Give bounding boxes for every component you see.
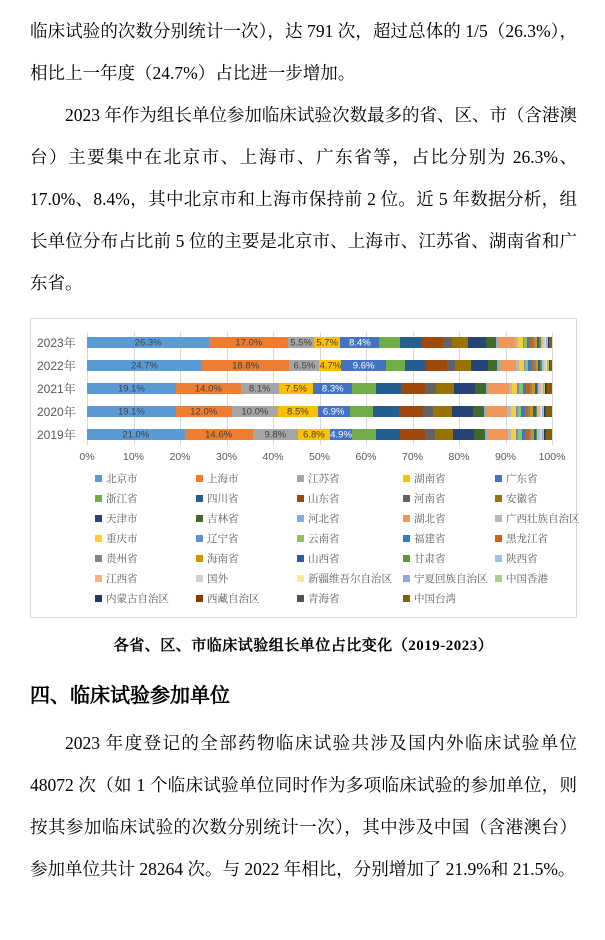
legend-item xyxy=(196,531,297,546)
legend-label: 江西省 xyxy=(106,572,138,585)
legend-item xyxy=(495,491,580,506)
bar-segment xyxy=(546,406,552,417)
legend-item xyxy=(196,591,297,606)
bar-segment xyxy=(422,337,443,348)
legend-item xyxy=(495,531,580,546)
bar-segment-label: 17.0% xyxy=(235,337,263,348)
legend-label: 新疆维吾尔自治区 xyxy=(308,572,392,585)
bar-segment xyxy=(386,360,406,371)
bar-segment-label: 6.8% xyxy=(303,429,325,440)
bar-segment-label: 5.5% xyxy=(290,337,312,348)
legend-label: 浙江省 xyxy=(106,492,138,505)
bar-segment xyxy=(379,337,399,348)
legend-item xyxy=(297,591,403,606)
legend-label: 贵州省 xyxy=(106,552,138,565)
legend-label: 天津市 xyxy=(106,512,138,525)
bar-segment xyxy=(453,429,474,440)
legend-label: 江苏省 xyxy=(308,472,340,485)
bar-segment xyxy=(405,360,426,371)
bar-segment xyxy=(401,383,426,394)
bar-segment xyxy=(468,337,487,348)
bar-segment xyxy=(452,406,473,417)
bar-segment xyxy=(330,429,353,440)
legend-item xyxy=(95,531,196,546)
legend-swatch xyxy=(403,555,410,562)
legend-item xyxy=(196,511,297,526)
stacked-bar xyxy=(87,337,552,348)
bar-segment xyxy=(488,360,497,371)
legend-swatch xyxy=(95,515,102,522)
bar-segment xyxy=(350,406,374,417)
bar-segment xyxy=(279,383,314,394)
bar-segment xyxy=(452,337,468,348)
legend-label: 上海市 xyxy=(207,472,239,485)
bar-row xyxy=(87,400,552,423)
bar-segment xyxy=(288,337,314,348)
bar-segment xyxy=(435,429,453,440)
plot-area xyxy=(87,331,552,446)
legend-swatch xyxy=(95,535,102,542)
bar-segment xyxy=(443,337,452,348)
bar-segment xyxy=(373,406,398,417)
bar-segment-label: 19.1% xyxy=(117,406,145,417)
bar-segment-label: 8.3% xyxy=(321,383,344,394)
section-heading: 四、临床试验参加单位 xyxy=(30,685,230,707)
bar-segment xyxy=(298,429,330,440)
bar-segment xyxy=(202,360,289,371)
legend-item xyxy=(196,551,297,566)
legend-item xyxy=(95,551,196,566)
legend-swatch xyxy=(95,475,102,482)
legend-label: 青海省 xyxy=(308,592,340,605)
bar-segment xyxy=(352,383,376,394)
stacked-bar xyxy=(87,406,552,417)
legend-label: 广西壮族自治区 xyxy=(506,512,580,525)
paragraph-participating-units: 2023 年度登记的全部药物临床试验共涉及国内外临床试验单位 48072 次（如 1 个临床试验单位同时作为多项临床试验的参加单位，则按其参加临床试验的次数分别统计一次），其中涉及中国（含港澳台）参加单位共计 28264 次。与 2022 年相比，分别增加了 21.9%和 21.5%。 xyxy=(30,733,577,879)
legend-item xyxy=(95,471,196,486)
legend-swatch xyxy=(495,535,502,542)
bar-segment-label: 18.8% xyxy=(232,360,260,371)
legend-item xyxy=(495,471,580,486)
legend-label: 安徽省 xyxy=(506,492,538,505)
legend-swatch xyxy=(297,595,304,602)
bar-segment xyxy=(487,429,507,440)
bar-segment xyxy=(475,383,486,394)
bar-segment-label: 8.1% xyxy=(248,383,271,394)
bar-segment xyxy=(426,360,446,371)
legend-label: 吉林省 xyxy=(207,512,239,525)
bar-segment xyxy=(314,337,341,348)
paragraph-lead-units-count: 临床试验的次数分别统计一次），达 791 次，超过总体的 1/5（26.3%），相比上一年度（24.7%）占比进一步增加。 xyxy=(30,21,577,83)
legend-label: 湖南省 xyxy=(414,472,446,485)
x-axis-tick: 0% xyxy=(79,451,95,463)
bar-segment xyxy=(454,383,475,394)
figure-caption: 各省、区、市临床试验组长单位占比变化（2019-2023） xyxy=(113,638,494,654)
legend-item xyxy=(297,571,403,586)
legend-swatch xyxy=(403,535,410,542)
legend-item xyxy=(403,471,495,486)
paragraph-lead-units-provinces: 2023 年作为组长单位参加临床试验次数最多的省、区、市（含港澳台）主要集中在北京市、上海市、广东省等，占比分别为 26.3%、17.0%、8.4%，其中北京市和上海市保持前 2 位。近 5 年数据分析，组长单位分布占比前 5 位的主要是北京市、上海市、江苏省、湖南省和广东省。 xyxy=(30,105,577,293)
x-axis-tick: 90% xyxy=(494,451,517,463)
legend-label: 国外 xyxy=(207,572,228,585)
bar-segment-label: 6.9% xyxy=(322,406,345,417)
bar-segment-label: 4.9% xyxy=(330,429,352,440)
bar-segment-label: 7.5% xyxy=(285,383,307,394)
bar-segment xyxy=(547,383,552,394)
bar-segment xyxy=(318,406,350,417)
bar-row xyxy=(87,354,552,377)
x-axis-tick: 50% xyxy=(308,451,331,463)
legend-label: 辽宁省 xyxy=(207,532,239,545)
bar-segment-label: 8.4% xyxy=(349,337,371,348)
legend-label: 海南省 xyxy=(207,552,239,565)
bar-segment-label: 9.8% xyxy=(264,429,287,440)
x-axis-tick: 30% xyxy=(215,451,238,463)
legend-label: 广东省 xyxy=(506,472,538,485)
legend-label: 中国台湾 xyxy=(414,592,456,605)
legend-swatch xyxy=(196,495,203,502)
x-axis-tick: 10% xyxy=(122,451,145,463)
legend-label: 宁夏回族自治区 xyxy=(414,572,488,585)
bar-segment xyxy=(486,337,495,348)
legend-item xyxy=(297,511,403,526)
bar-segment xyxy=(400,429,424,440)
legend-label: 甘肃省 xyxy=(414,552,446,565)
legend-swatch xyxy=(495,555,502,562)
bar-row xyxy=(87,331,552,354)
legend-item xyxy=(297,551,403,566)
legend-swatch xyxy=(495,515,502,522)
legend-swatch xyxy=(495,575,502,582)
bar-row xyxy=(87,377,552,400)
bar-segment-label: 14.0% xyxy=(194,383,222,394)
legend-label: 湖北省 xyxy=(414,512,446,525)
bar-segment xyxy=(185,429,253,440)
bar-segment-label: 10.0% xyxy=(241,406,269,417)
legend-label: 陕西省 xyxy=(506,552,538,565)
legend-swatch xyxy=(95,555,102,562)
legend-swatch xyxy=(297,555,304,562)
bar-segment-label: 4.7% xyxy=(319,360,342,371)
legend-swatch xyxy=(196,555,203,562)
legend-label: 福建省 xyxy=(414,532,446,545)
bar-segment xyxy=(376,429,401,440)
legend-item xyxy=(95,591,196,606)
bar-segment xyxy=(399,406,424,417)
bar-segment xyxy=(486,406,507,417)
bar-segment xyxy=(488,383,508,394)
bar-segment xyxy=(473,406,484,417)
category-label: 2023年 xyxy=(37,336,76,350)
legend-label: 重庆市 xyxy=(106,532,138,545)
legend-item xyxy=(403,551,495,566)
stacked-bar xyxy=(87,429,552,440)
y-axis-category-labels xyxy=(37,331,87,446)
bar-segment xyxy=(341,360,386,371)
legend-label: 河南省 xyxy=(414,492,446,505)
bar-segment-label: 5.7% xyxy=(316,337,338,348)
bar-segment xyxy=(425,429,435,440)
stacked-bar-chart-figure xyxy=(30,318,580,618)
legend-swatch xyxy=(196,535,203,542)
legend-swatch xyxy=(297,575,304,582)
legend-swatch xyxy=(403,595,410,602)
legend-swatch xyxy=(403,515,410,522)
stacked-bar xyxy=(87,360,552,371)
legend-swatch xyxy=(495,475,502,482)
bar-segment xyxy=(253,429,299,440)
bar-segment xyxy=(278,406,318,417)
chart-legend xyxy=(95,468,580,608)
legend-swatch xyxy=(403,495,410,502)
bar-segment xyxy=(400,337,422,348)
gridline xyxy=(552,332,553,445)
legend-item xyxy=(495,511,580,526)
bar-segment xyxy=(433,406,452,417)
legend-item xyxy=(95,571,196,586)
bar-segment xyxy=(549,337,551,348)
x-axis-tick: 80% xyxy=(448,451,470,463)
bar-segment xyxy=(87,406,176,417)
bar-segment-label: 8.5% xyxy=(287,406,309,417)
legend-swatch xyxy=(297,495,304,502)
legend-item xyxy=(95,511,196,526)
legend-swatch xyxy=(196,475,203,482)
legend-label: 山东省 xyxy=(308,492,340,505)
bar-segment-label: 26.3% xyxy=(134,337,162,348)
x-axis-tick: 20% xyxy=(169,451,191,463)
bar-segment xyxy=(313,383,352,394)
bar-segment xyxy=(241,383,279,394)
stacked-bar xyxy=(87,383,552,394)
category-label: 2020年 xyxy=(37,405,76,419)
legend-label: 河北省 xyxy=(308,512,340,525)
bar-segment xyxy=(471,360,489,371)
chart-plot-region xyxy=(37,331,552,446)
category-label: 2021年 xyxy=(37,382,76,396)
legend-swatch xyxy=(196,515,203,522)
bar-segment-label: 14.6% xyxy=(205,429,233,440)
x-axis-tick: 40% xyxy=(262,451,284,463)
bar-segment xyxy=(176,383,241,394)
legend-swatch xyxy=(403,475,410,482)
legend-swatch xyxy=(495,495,502,502)
bar-segment xyxy=(87,429,185,440)
bar-segment-label: 19.1% xyxy=(117,383,145,394)
legend-label: 山西省 xyxy=(308,552,340,565)
legend-label: 中国香港 xyxy=(506,572,548,585)
legend-label: 北京市 xyxy=(106,472,138,485)
legend-swatch xyxy=(403,575,410,582)
bar-segment-label: 12.0% xyxy=(190,406,218,417)
bar-segment xyxy=(87,337,209,348)
x-axis-tick: 60% xyxy=(355,451,377,463)
legend-item xyxy=(95,491,196,506)
bar-segment xyxy=(87,360,202,371)
bar-segment-label: 6.5% xyxy=(293,360,316,371)
legend-item xyxy=(495,571,580,586)
bar-segment xyxy=(319,360,341,371)
category-label: 2022年 xyxy=(37,359,76,373)
bar-segment xyxy=(176,406,232,417)
bar-segment xyxy=(436,383,454,394)
bar-segment xyxy=(497,337,515,348)
legend-item xyxy=(403,511,495,526)
bar-segment xyxy=(340,337,379,348)
legend-label: 云南省 xyxy=(308,532,340,545)
legend-item xyxy=(297,491,403,506)
legend-item xyxy=(403,591,495,606)
bar-segment xyxy=(474,429,485,440)
bar-segment xyxy=(447,360,455,371)
legend-swatch xyxy=(297,475,304,482)
bar-segment xyxy=(376,383,401,394)
x-axis xyxy=(79,446,566,464)
bar-segment xyxy=(352,429,375,440)
legend-swatch xyxy=(196,575,203,582)
bar-segment-label: 9.6% xyxy=(352,360,375,371)
legend-item xyxy=(403,571,495,586)
bar-segment xyxy=(423,406,433,417)
bar-segment-label: 21.0% xyxy=(122,429,150,440)
legend-item xyxy=(403,491,495,506)
bar-segment xyxy=(546,429,552,440)
legend-item xyxy=(196,491,297,506)
legend-label: 内蒙古自治区 xyxy=(106,592,169,605)
bar-segment xyxy=(425,383,435,394)
x-axis-tick: 100% xyxy=(538,451,566,463)
bar-segment xyxy=(232,406,279,417)
legend-item xyxy=(196,571,297,586)
legend-swatch xyxy=(297,535,304,542)
legend-item xyxy=(403,531,495,546)
legend-swatch xyxy=(95,595,102,602)
x-axis-tick: 70% xyxy=(401,451,424,463)
bar-segment xyxy=(499,360,516,371)
bar-segment xyxy=(455,360,470,371)
legend-item xyxy=(196,471,297,486)
bar-segment xyxy=(550,360,551,371)
legend-item xyxy=(297,471,403,486)
legend-item xyxy=(495,551,580,566)
legend-label: 西藏自治区 xyxy=(207,592,260,605)
legend-swatch xyxy=(196,595,203,602)
legend-item xyxy=(297,531,403,546)
bar-segment xyxy=(209,337,288,348)
legend-swatch xyxy=(297,515,304,522)
category-label: 2019年 xyxy=(37,428,76,442)
bar-segment-label: 24.7% xyxy=(130,360,158,371)
legend-label: 四川省 xyxy=(207,492,239,505)
bar-segment xyxy=(87,383,176,394)
bar-segment xyxy=(289,360,319,371)
legend-label: 黑龙江省 xyxy=(506,532,548,545)
legend-swatch xyxy=(95,495,102,502)
bar-row xyxy=(87,423,552,446)
legend-swatch xyxy=(95,575,102,582)
